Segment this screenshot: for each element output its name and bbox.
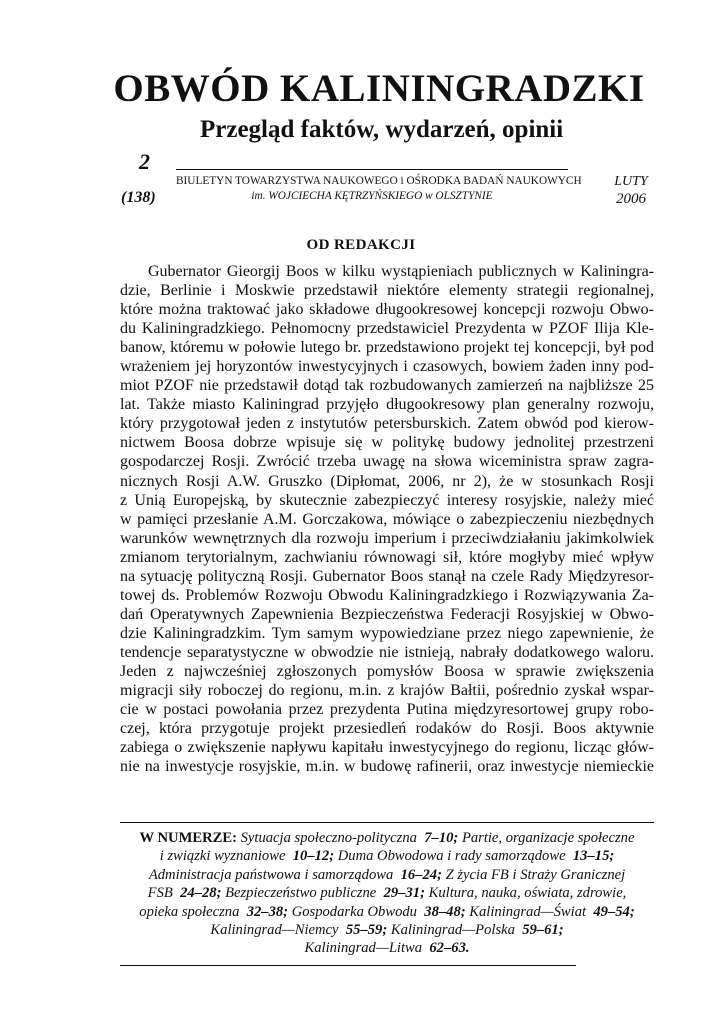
text-line: dzie, Berlinie i Moskwie przedstawił niektóre elementy strategii regionalnej, [120,282,654,300]
text-line: cie w postaci powołania przez prezydenta Putina międzyresortowej grupy robo- [120,701,654,719]
issue-month: LUTY [614,174,648,189]
contents-row [120,921,654,939]
contents-entry: Sytuacja społeczno-polityczna [240,830,417,846]
text-line: lat. Także miasto Kaliningrad przyjęło długookresowy plan generalny rozwoju, [120,396,654,414]
publisher-info [176,174,582,204]
text-line: z Unią Europejską, by skutecznie zabezpieczyć interesy rosyjskie, należy mieć [120,491,654,509]
publisher-line-1: BIULETYN TOWARZYSTWA NAUKOWEGO i OŚRODKA BADAŃ NAUKOWYCH [176,175,582,187]
contents-pages: 62–63. [429,940,470,957]
contents-pages: 55–59; [345,922,388,939]
contents-pages: 16–24; [400,866,442,883]
contents-entry: Gospodarka Obwodu [291,903,417,920]
contents-row [120,903,654,921]
contents-entry: Kaliningrad—Świat [469,903,587,920]
issue-year: 2006 [616,191,646,207]
contents-pages: 7–10; [424,830,459,846]
contents-entry: Kaliningrad—Polska [390,922,515,939]
text-line: który przygotował jeden z instytutów petersburskich. Zatem obwód pod kierow- [120,415,654,433]
issue-total-number: (138) [121,189,156,206]
contents-pages: 24–28; [180,885,222,902]
contents-pages: 10–12; [292,848,335,865]
text-line: wrażeniem jej horyzontów inwestycyjnych i czasowych, bowiem żaden inny pod- [120,358,654,376]
contents-divider-bottom [120,965,576,966]
text-line: gospodarczej Rosji. Zwrócić trzeba uwagę na słowa wiceministra spraw zagra- [120,453,654,471]
contents-row [120,866,654,884]
contents-row [120,829,654,847]
text-line: dzie Kaliningradzkim. Tym samym wypowiedziane przez niego zapewnienie, że [120,624,654,642]
contents-entry: opieka społeczna [139,903,240,920]
text-line: w pamięci przesłanie A.M. Gorczakowa, mówiące o zabezpieczeniu niezbędnych [120,510,654,528]
contents-pages: 38–48; [424,903,466,920]
issue-contents [120,829,654,958]
text-line: czej, która przygotuje projekt przesiedleń rodaków do Rosji. Boos aktywnie [120,720,654,738]
contents-entry: FSB [147,885,173,902]
text-line: migracji siły roboczej do regionu, m.in. z krajów Bałtii, pośrednio zyskał wspar- [120,682,654,700]
contents-entry: Partie, organizacje społeczne [461,830,635,846]
text-line: miot PZOF nie przedstawił dotąd tak rozbudowanych zamierzeń na najbliższe 25 [120,377,654,395]
contents-pages: 49–54; [593,903,635,920]
text-line: nie na inwestycje rosyjskie, m.in. w budowę rafinerii, oraz inwestycje niemieckie [120,758,654,776]
text-line: towej ds. Problemów Rozwoju Obwodu Kaliningradzkiego i Rozwiązywania Za- [120,586,654,604]
text-line: Jeden z najwcześniej zgłoszonych pomysłów Boosa w sprawie zwiększenia [120,662,654,680]
editorial-text [120,262,654,776]
contents-row [120,847,654,865]
contents-entry: Z życia FB i Straży Granicznej [445,866,626,883]
section-heading: OD REDAKCJI [306,237,416,253]
text-line: dań Operatywnych Zapewnienia Bezpieczeństwa Federacji Rosyjskiej w Obwo- [120,605,654,623]
contents-entry: Duma Obwodowa i rady samorządowe [337,848,566,865]
text-line: które można traktować jako składowe długookresowej koncepcji rozwoju Obwo- [120,301,654,319]
contents-entry: Kaliningrad—Litwa [304,940,423,957]
text-line: zmianom terytorialnym, zachwianiu równowagi sił, które mogłyby mieć wpływ [120,548,654,566]
text-line: warunków wewnętrznych dla rozwoju imperium i przeciwdziałaniu jakimkolwiek [120,529,654,547]
contents-entry: i związki wyznaniowe [159,848,286,865]
text-line: tendencje separatystyczne w obwodzie nie istnieją, nabrały dodatkowego waloru. [120,643,654,661]
contents-entry: Bezpieczeństwo publiczne [225,885,377,902]
contents-pages: 32–38; [246,903,289,920]
issue-number: 2 [139,149,150,174]
text-line: banow, któremu w połowie lutego br. przedstawiono projekt tej koncepcji, był pod [120,339,654,357]
contents-row [120,884,654,902]
contents-label: W NUMERZE: [139,830,237,846]
journal-subtitle: Przegląd faktów, wydarzeń, opinii [200,116,564,143]
journal-title: OBWÓD KALININGRADZKI [113,67,645,110]
header-divider [176,169,568,170]
text-line: nictwem Boosa dobrze wpisuje się w politykę budowy jednolitej przestrzeni [120,434,654,452]
text-line: du Kaliningradzkiego. Pełnomocny przedstawiciel Prezydenta w PZOF Ilija Kle- [120,320,654,338]
text-line: nicznych Rosji A.W. Gruszko (Dipłomat, 2006, nr 2), że w stosunkach Rosji [120,472,654,490]
contents-pages: 59–61; [522,922,564,939]
contents-entry: Kultura, nauka, oświata, zdrowie, [428,885,627,902]
contents-entry: Kaliningrad—Niemcy [210,922,339,939]
contents-entry: Administracja państwowa i samorządowa [148,866,394,883]
text-line: Gubernator Gieorgij Boos w kilku wystąpieniach publicznych w Kaliningra- [148,263,654,280]
contents-pages: 13–15; [572,848,615,865]
contents-pages: 29–31; [383,885,425,902]
contents-row [120,939,654,957]
publisher-line-2: im. WOJCIECHA KĘTRZYŃSKIEGO w OLSZTYNIE [251,190,493,202]
text-line: zabiega o zwiększenie napływu kapitału inwestycyjnego do regionu, licząc głów- [120,739,654,757]
contents-divider-top [120,822,654,823]
text-line: na sytuację polityczną Rosji. Gubernator Boos stanął na czele Rady Międzyresor- [120,567,654,585]
